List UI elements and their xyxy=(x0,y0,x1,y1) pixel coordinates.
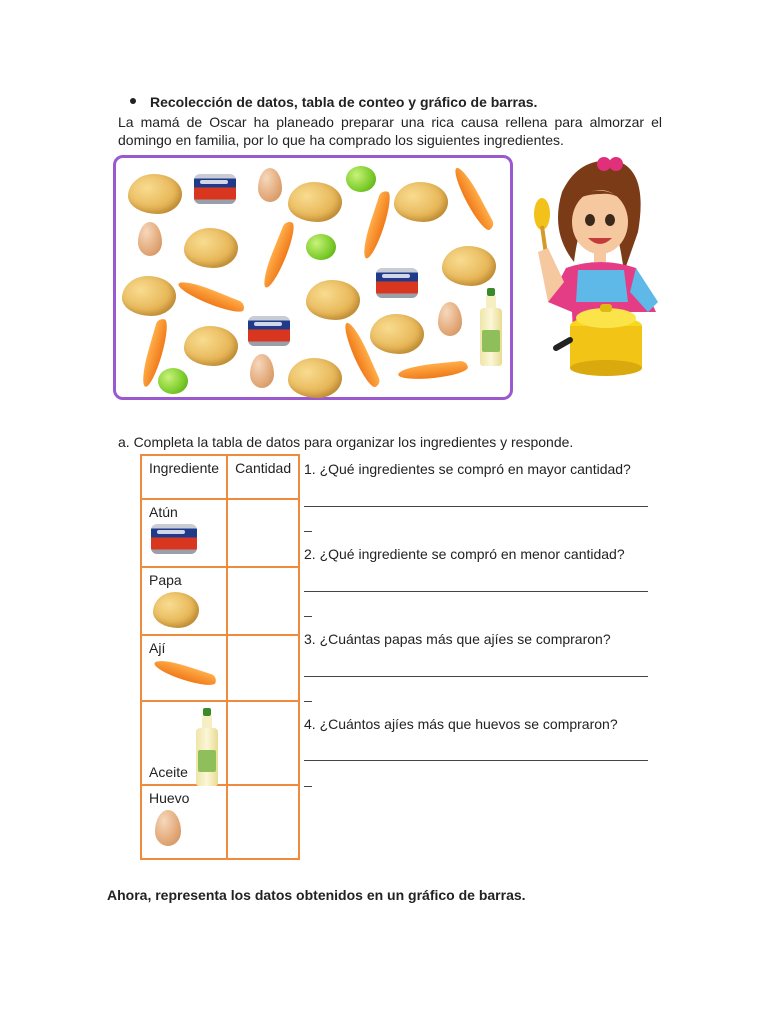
chili-pepper-icon xyxy=(360,190,395,261)
question-1: 1. ¿Qué ingredientes se compró en mayor cantidad? xyxy=(304,461,631,477)
answer-line-3[interactable] xyxy=(304,676,648,677)
potato-icon xyxy=(288,182,342,222)
ingredient-label: Atún xyxy=(149,504,178,520)
answer-line-2[interactable] xyxy=(304,591,648,592)
lime-icon xyxy=(346,166,376,192)
lime-icon xyxy=(306,234,336,260)
quantity-cell[interactable] xyxy=(227,567,299,635)
table-row xyxy=(141,635,299,701)
wooden-spoon-icon xyxy=(534,198,550,230)
quantity-cell[interactable] xyxy=(227,499,299,567)
potato-icon xyxy=(153,592,199,628)
ingredients-table xyxy=(140,454,300,860)
oil-bottle-icon xyxy=(196,708,218,786)
answer-line-1-end xyxy=(304,531,312,532)
table-header-row xyxy=(141,455,299,499)
chili-pepper-icon xyxy=(152,656,217,689)
egg-icon xyxy=(155,810,181,846)
section-a-instruction: a. Completa la tabla de datos para organizar los ingredientes y responde. xyxy=(118,434,574,450)
question-4: 4. ¿Cuántos ajíes más que huevos se compraron? xyxy=(304,716,618,732)
row-label-cell xyxy=(141,701,227,785)
row-label-cell xyxy=(141,635,227,701)
bullet-icon xyxy=(130,98,136,104)
answer-line-3-end xyxy=(304,701,312,702)
question-2: 2. ¿Qué ingrediente se compró en menor cantidad? xyxy=(304,546,625,562)
row-label-cell xyxy=(141,567,227,635)
answer-line-4-end xyxy=(304,786,312,787)
table-row xyxy=(141,499,299,567)
question-3: 3. ¿Cuántas papas más que ajíes se compraron? xyxy=(304,631,611,647)
oil-bottle-icon xyxy=(480,288,502,366)
header-quantity: Cantidad xyxy=(227,455,299,499)
intro-paragraph: La mamá de Oscar ha planeado preparar una rica causa rellena para almorzar el domingo en familia, por lo que ha comprado los siguientes ingredientes. xyxy=(118,114,662,148)
potato-icon xyxy=(306,280,360,320)
potato-icon xyxy=(122,276,176,316)
ingredient-label: Papa xyxy=(149,572,182,588)
potato-icon xyxy=(184,326,238,366)
quantity-cell[interactable] xyxy=(227,635,299,701)
tuna-can-icon xyxy=(248,316,290,346)
egg-icon xyxy=(438,302,462,336)
potato-icon xyxy=(394,182,448,222)
potato-icon xyxy=(370,314,424,354)
answer-line-2-end xyxy=(304,616,312,617)
tuna-can-icon xyxy=(376,268,418,298)
egg-icon xyxy=(250,354,274,388)
tuna-can-icon xyxy=(151,524,197,554)
worksheet-heading: Recolección de datos, tabla de conteo y gráfico de barras. xyxy=(130,94,537,110)
table-row xyxy=(141,567,299,635)
egg-icon xyxy=(138,222,162,256)
bar-chart-instruction: Ahora, representa los datos obtenidos en un gráfico de barras. xyxy=(107,887,526,903)
tuna-can-icon xyxy=(194,174,236,204)
row-label-cell xyxy=(141,785,227,859)
table-row xyxy=(141,701,299,785)
row-label-cell xyxy=(141,499,227,567)
potato-icon xyxy=(288,358,342,398)
cooking-mother-illustration xyxy=(520,152,670,382)
chili-pepper-icon xyxy=(397,360,468,381)
quantity-cell[interactable] xyxy=(227,701,299,785)
hair-bow-icon xyxy=(609,157,623,171)
ingredient-label: Aceite xyxy=(149,764,188,780)
table-row xyxy=(141,785,299,859)
potato-icon xyxy=(128,174,182,214)
header-ingredient: Ingrediente xyxy=(141,455,227,499)
ingredient-label: Huevo xyxy=(149,790,190,806)
answer-line-1[interactable] xyxy=(304,506,648,507)
potato-icon xyxy=(442,246,496,286)
chili-pepper-icon xyxy=(259,220,298,290)
quantity-cell[interactable] xyxy=(227,785,299,859)
chili-pepper-icon xyxy=(176,277,246,316)
potato-icon xyxy=(184,228,238,268)
ingredient-label: Ají xyxy=(149,640,166,656)
lime-icon xyxy=(158,368,188,394)
egg-icon xyxy=(258,168,282,202)
ingredients-picture xyxy=(113,155,513,400)
chili-pepper-icon xyxy=(450,165,495,233)
answer-line-4[interactable] xyxy=(304,760,648,761)
